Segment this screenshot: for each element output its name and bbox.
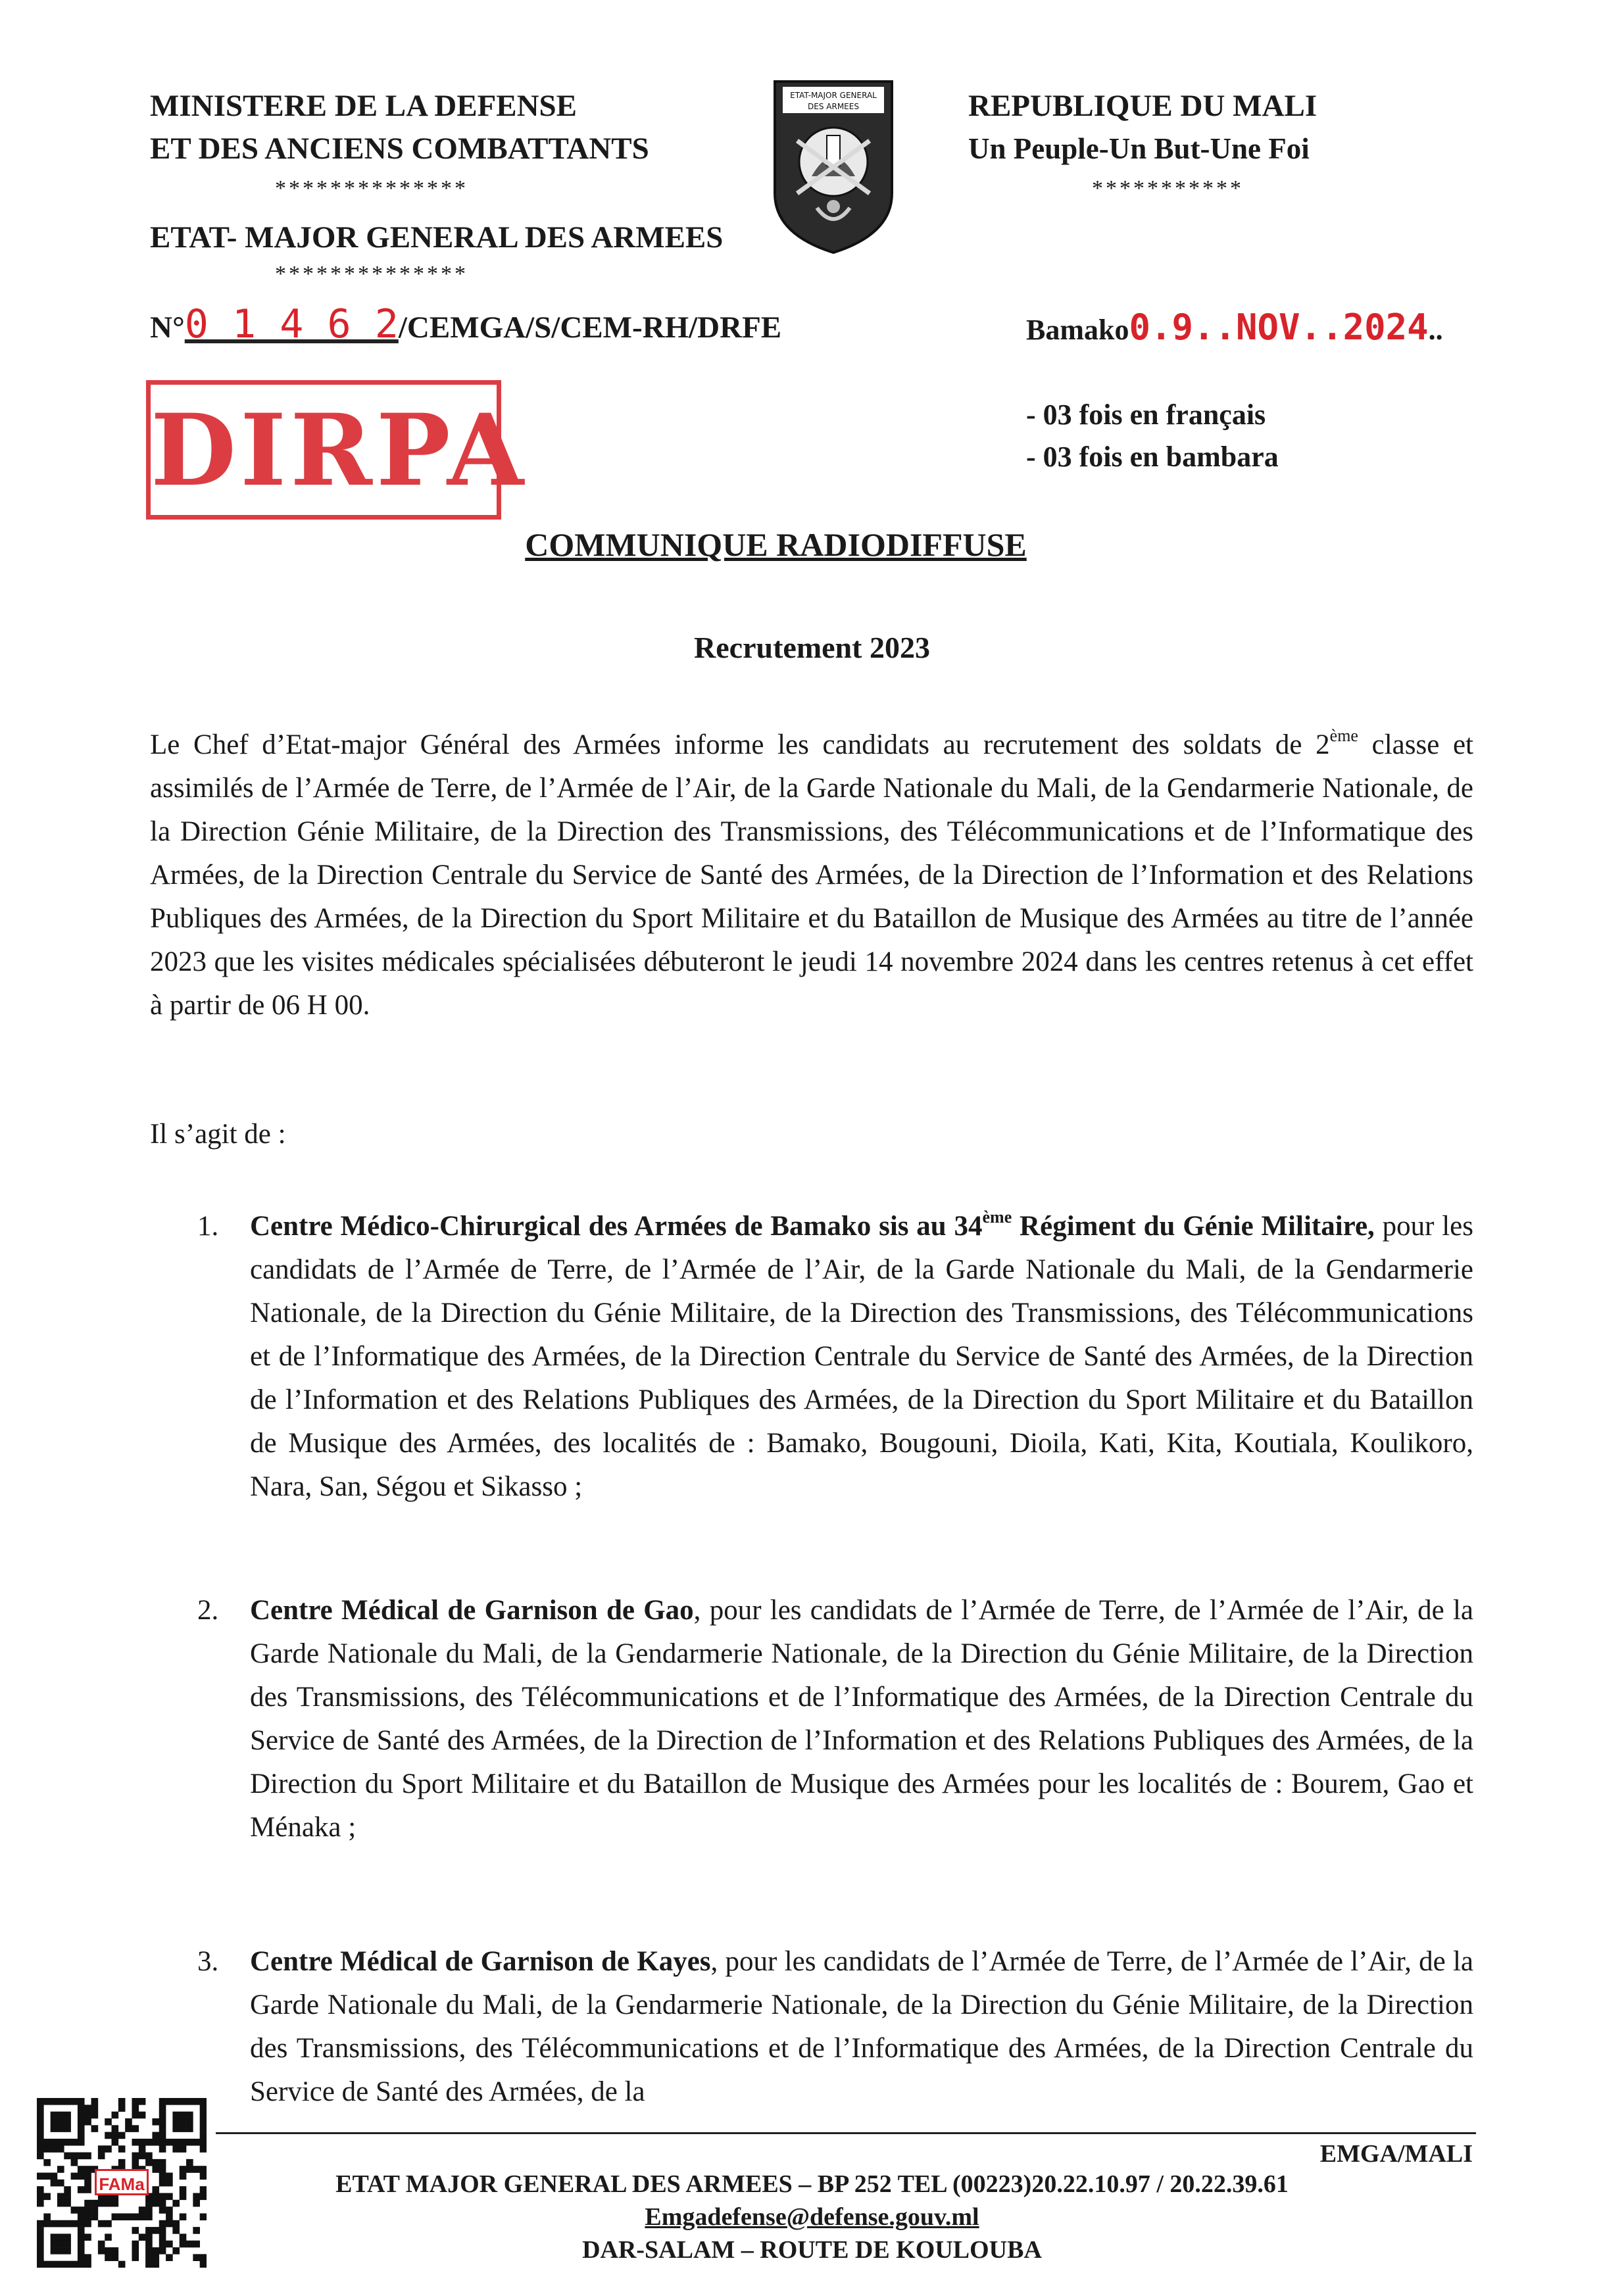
qr-module [71, 2159, 78, 2166]
qr-module [118, 2159, 126, 2166]
qr-module [84, 2105, 91, 2112]
intro-text-b: classe et assimilés de l’Armée de Terre, de l’Armée de l’Air, de la Garde Nationale du Mali, de la Gendarmerie Nationale, de la Direction Génie Militaire, de la Direction des Transmissions, des Télécommunications et de l’Informatique des Armées, de la Direction Centrale du Service de Santé des Armées, de la Direction de l’Information et des Relations Publiques des Armées, de la Direction du Sport Militaire et du Bataillon de Musique des Armées au titre de l’année 2023 que les visites médicales spécialisées débuteront le jeudi 14 novembre 2024 dans les centres retenus à cet effet à partir de 06 H 00. [150, 729, 1473, 1021]
emblem-text-top: ETAT-MAJOR GENERAL [790, 91, 877, 100]
qr-module [139, 2098, 146, 2105]
footer-location [0, 2233, 1624, 2266]
qr-module [64, 2153, 71, 2160]
qr-module [159, 2112, 166, 2119]
qr-module [200, 2139, 207, 2146]
footer-address-text: ETAT MAJOR GENERAL DES ARMEES – BP 252 TEL (00223)20.22.10.97 / 20.22.39.61 [335, 2170, 1289, 2198]
army-emblem-icon [771, 78, 896, 256]
qr-module [64, 2112, 71, 2119]
qr-module [132, 2112, 139, 2119]
qr-module [112, 2132, 119, 2139]
qr-module [145, 2139, 153, 2146]
list-item [250, 1589, 1473, 1849]
qr-label: FAMa [95, 2169, 149, 2195]
qr-module [51, 2145, 58, 2153]
qr-module [37, 2118, 44, 2126]
intro-sup: ème [1329, 725, 1358, 745]
qr-module [152, 2139, 159, 2146]
qr-module [118, 2145, 126, 2153]
republic-motto: Un Peuple-Un But-Une Foi [968, 132, 1310, 165]
qr-module [64, 2098, 71, 2105]
dirpa-stamp: DIRPA [146, 380, 501, 520]
qr-module [43, 2145, 51, 2153]
qr-module [200, 2105, 207, 2112]
qr-module [84, 2118, 91, 2126]
qr-module [37, 2112, 44, 2119]
qr-module [186, 2098, 193, 2105]
qr-module [132, 2153, 139, 2160]
qr-module [64, 2125, 71, 2132]
intro-paragraph [150, 723, 1473, 1027]
qr-module [180, 2112, 187, 2119]
qr-module [200, 2118, 207, 2126]
qr-module [186, 2159, 193, 2166]
qr-module [200, 2112, 207, 2119]
general-staff-name: ETAT- MAJOR GENERAL DES ARMEES [150, 220, 724, 255]
broadcast-bambara: - 03 fois en bambara [1026, 441, 1279, 473]
qr-module [125, 2125, 132, 2132]
qr-module [78, 2098, 85, 2105]
qr-module [91, 2125, 99, 2132]
qr-module [180, 2139, 187, 2146]
qr-module [159, 2098, 166, 2105]
qr-module [37, 2145, 44, 2153]
qr-module [118, 2105, 126, 2112]
qr-module [84, 2112, 91, 2119]
qr-module [172, 2145, 180, 2153]
qr-module [105, 2118, 112, 2126]
document-date [1026, 306, 1443, 352]
qr-module [37, 2098, 44, 2105]
qr-module [159, 2139, 166, 2146]
qr-module [78, 2132, 85, 2139]
qr-module [57, 2118, 64, 2126]
qr-module [159, 2105, 166, 2112]
qr-module [84, 2153, 91, 2160]
qr-module [200, 2125, 207, 2132]
qr-module [132, 2105, 139, 2112]
emblem-text-bottom: DES ARMEES [808, 102, 859, 111]
qr-module [172, 2139, 180, 2146]
qr-module [180, 2125, 187, 2132]
footer-location-text: DAR-SALAM – ROUTE DE KOULOUBA [582, 2236, 1042, 2264]
item-2-text: , pour les candidats de l’Armée de Terre, de l’Armée de l’Air, de la Garde Nationale du Mali, de la Gendarmerie Nationale, de la Direction du Génie Militaire, de la Direction des Transmissions, des Télécommunications et de l’Informatique des Armées, de la Direction Centrale du Service de Santé des Armées, de la Direction de l’Information et des Relations Publiques des Armées, de la Direction du Sport Militaire et du Bataillon de Musique des Armées pour les localités de : Bourem, Gao et Ménaka ; [250, 1595, 1473, 1843]
qr-module [139, 2145, 146, 2153]
ministry-stars: ************** [275, 176, 468, 201]
qr-module [91, 2105, 99, 2112]
qr-module [37, 2139, 44, 2146]
qr-module [159, 2159, 166, 2166]
qr-module [193, 2098, 200, 2105]
broadcast-french: - 03 fois en français [1026, 399, 1266, 431]
qr-module [78, 2118, 85, 2126]
qr-module [57, 2139, 64, 2146]
ref-suffix: /CEMGA/S/CEM-RH/DRFE [398, 310, 782, 345]
qr-module [172, 2098, 180, 2105]
qr-module [37, 2105, 44, 2112]
qr-module [200, 2132, 207, 2139]
republic-name: REPUBLIQUE DU MALI [968, 89, 1317, 123]
footer-email-link[interactable]: Emgadefense@defense.gouv.ml [645, 2203, 979, 2231]
qr-module [51, 2098, 58, 2105]
republic-stars: *********** [1092, 176, 1244, 201]
qr-module [51, 2125, 58, 2132]
qr-module [43, 2098, 51, 2105]
qr-module [105, 2132, 112, 2139]
footer-email[interactable] [0, 2201, 1624, 2233]
qr-module [37, 2153, 44, 2160]
qr-module [78, 2139, 85, 2146]
general-staff-stars: ************** [275, 262, 468, 286]
qr-module [159, 2145, 166, 2153]
qr-module [43, 2139, 51, 2146]
item-3-number: 3. [197, 1946, 219, 1977]
qr-module [105, 2145, 112, 2153]
footer-tag: EMGA/MALI [1319, 2140, 1473, 2168]
qr-module [37, 2132, 44, 2139]
qr-module [180, 2098, 187, 2105]
item-1-center: Centre Médico-Chirurgical des Armées de Bamako sis au 34 [250, 1211, 983, 1242]
ministry-name-line1: MINISTERE DE LA DEFENSE [150, 89, 578, 123]
reference-number [150, 303, 781, 349]
qr-module [159, 2118, 166, 2126]
qr-module [112, 2112, 119, 2119]
qr-module [132, 2159, 139, 2166]
qr-module [51, 2112, 58, 2119]
qr-module [51, 2139, 58, 2146]
qr-module [132, 2139, 139, 2146]
qr-module [78, 2125, 85, 2132]
qr-module [166, 2098, 173, 2105]
qr-module [78, 2112, 85, 2119]
qr-module [98, 2153, 105, 2160]
item-1-center-end: Régiment du Génie Militaire, [1012, 1211, 1375, 1242]
list-lead: Il s’agit de : [150, 1119, 286, 1150]
qr-module [98, 2145, 105, 2153]
qr-module [71, 2153, 78, 2160]
qr-module [91, 2098, 99, 2105]
qr-module [186, 2125, 193, 2132]
qr-module [57, 2112, 64, 2119]
qr-module [159, 2132, 166, 2139]
qr-module [71, 2098, 78, 2105]
qr-module [112, 2139, 119, 2146]
qr-module [159, 2125, 166, 2132]
list-item [250, 1940, 1473, 2114]
qr-module [200, 2098, 207, 2105]
qr-module [112, 2125, 119, 2132]
qr-module [71, 2139, 78, 2146]
item-3-center: Centre Médical de Garnison de Kayes [250, 1946, 711, 1977]
qr-module [139, 2139, 146, 2146]
qr-module [152, 2132, 159, 2139]
qr-module [78, 2105, 85, 2112]
qr-module [78, 2153, 85, 2160]
date-suffix: .. [1428, 314, 1443, 346]
footer-address [0, 2168, 1624, 2201]
qr-module [139, 2112, 146, 2119]
qr-module [172, 2118, 180, 2126]
ref-prefix: N° [150, 310, 185, 345]
qr-module [166, 2139, 173, 2146]
qr-module [51, 2118, 58, 2126]
qr-module [132, 2098, 139, 2105]
document-subtitle-text: Recrutement 2023 [694, 631, 930, 664]
item-1-text: pour les candidats de l’Armée de Terre, de l’Armée de l’Air, de la Garde Nationale du Mali, de la Gendarmerie Nationale, de la Direction du Génie Militaire, de la Direction des Transmissions, des Télécommunications et de l’Informatique des Armées, de la Direction Centrale du Service de Santé des Armées, de la Direction de l’Information et des Relations Publiques des Armées, de la Direction du Sport Militaire et du Bataillon de Musique des Armées, des localités de : Bamako, Bougouni, Dioila, Kati, Kita, Koutiala, Koulikoro, Nara, San, Ségou et Sikasso ; [250, 1211, 1473, 1502]
qr-module [145, 2159, 153, 2166]
date-prefix: Bamako [1026, 314, 1129, 346]
qr-module [180, 2145, 187, 2153]
qr-module [145, 2153, 153, 2160]
qr-module [57, 2125, 64, 2132]
qr-module [152, 2159, 159, 2166]
item-2-center: Centre Médical de Garnison de Gao [250, 1595, 694, 1626]
document-title [0, 523, 1624, 566]
item-2-number: 2. [197, 1595, 219, 1626]
item-3-text: , pour les candidats de l’Armée de Terre, de l’Armée de l’Air, de la Garde Nationale du Mali, de la Gendarmerie Nationale, de la Direction du Génie Militaire, de la Direction des Transmissions, des Télécommunications et de l’Informatique des Armées, de la Direction Centrale du Service de Santé des Armées, de la [250, 1946, 1473, 2107]
qr-module [172, 2125, 180, 2132]
qr-module [186, 2118, 193, 2126]
qr-module [37, 2125, 44, 2132]
qr-module [180, 2118, 187, 2126]
qr-module [186, 2112, 193, 2119]
qr-module [132, 2125, 139, 2132]
document-title-text: COMMUNIQUE RADIODIFFUSE [525, 526, 1027, 563]
date-stamp-value: 0.9..NOV..2024 [1129, 306, 1429, 348]
list-item [250, 1205, 1473, 1509]
qr-module [125, 2118, 132, 2126]
item-1-number: 1. [197, 1211, 219, 1242]
qr-module [152, 2118, 159, 2126]
document-subtitle [0, 626, 1624, 670]
qr-module [172, 2112, 180, 2119]
footer-divider [216, 2132, 1476, 2134]
qr-module [43, 2159, 51, 2166]
qr-module [118, 2098, 126, 2105]
qr-module [57, 2145, 64, 2153]
ref-number-handwritten: 0 1 4 6 2 [184, 301, 399, 347]
qr-module [64, 2118, 71, 2126]
ministry-name-line2: ET DES ANCIENS COMBATTANTS [150, 132, 649, 166]
qr-module [200, 2145, 207, 2153]
qr-module [57, 2098, 64, 2105]
qr-module [64, 2139, 71, 2146]
intro-text-a: Le Chef d’Etat-major Général des Armées informe les candidats au recrutement des soldats de 2 [150, 729, 1330, 760]
qr-module [91, 2112, 99, 2119]
item-1-sup: ème [982, 1207, 1012, 1227]
qr-module [186, 2139, 193, 2146]
qr-module [139, 2153, 146, 2160]
qr-module [193, 2139, 200, 2146]
qr-module [118, 2132, 126, 2139]
